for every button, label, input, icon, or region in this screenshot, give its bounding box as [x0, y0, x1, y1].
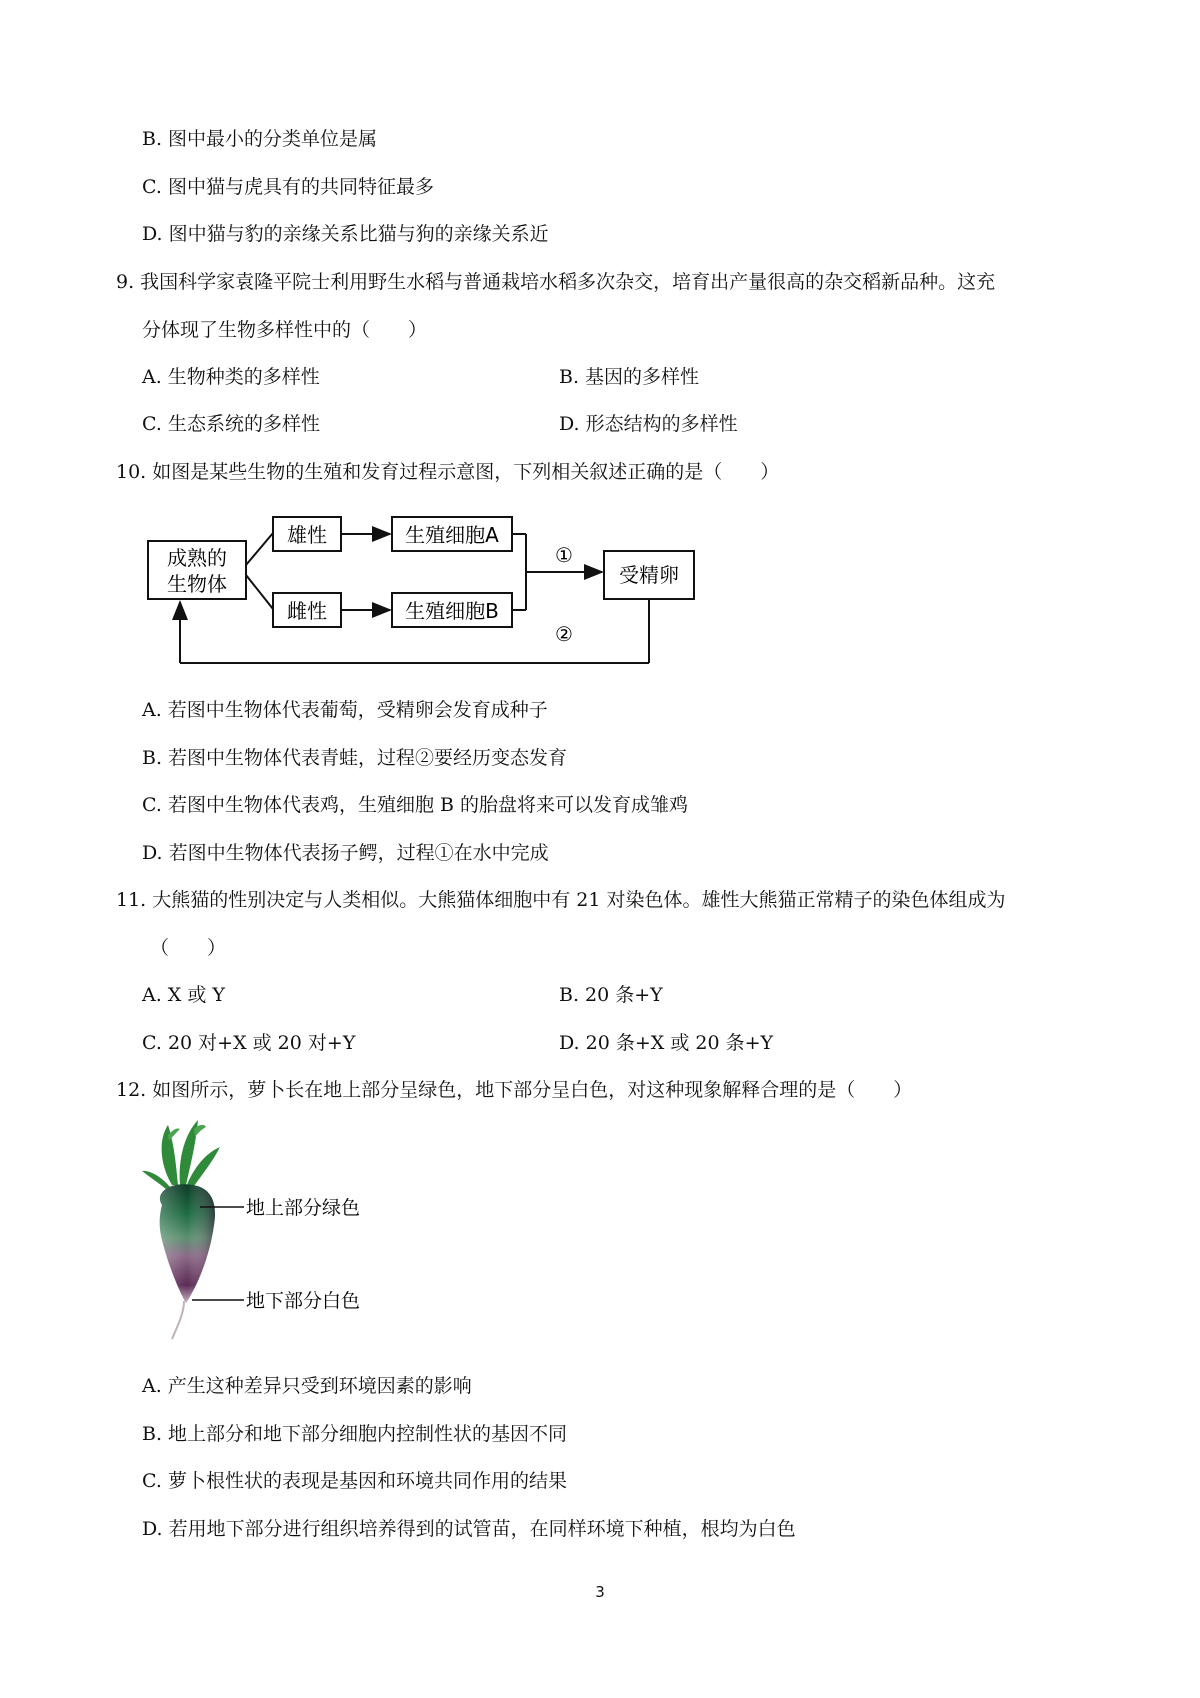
q10-stem: 10. 如图是某些生物的生殖和发育过程示意图，下列相关叙述正确的是（ ） — [116, 461, 780, 483]
q12-stem: 12. 如图所示，萝卜长在地上部分呈绿色，地下部分呈白色，对这种现象解释合理的是（ ） — [116, 1079, 913, 1101]
step-2-label: ② — [555, 622, 573, 646]
radish-figure — [140, 1115, 420, 1355]
q9-stem-line2: 分体现了生物多样性中的（ ） — [142, 319, 428, 341]
radish-root-tail — [172, 1301, 184, 1339]
page-number: 3 — [595, 1583, 605, 1601]
q9-stem-line1: 9. 我国科学家袁隆平院士利用野生水稻与普通栽培水稻多次杂交，培育出产量很高的杂交稻新品种。这充 — [116, 271, 996, 293]
q8-option-c: C. 图中猫与虎具有的共同特征最多 — [142, 176, 434, 198]
q10-option-c: C. 若图中生物体代表鸡，生殖细胞 B 的胎盘将来可以发育成雏鸡 — [142, 794, 688, 816]
organism-label-line1: 成熟的 — [167, 546, 227, 570]
q9-option-b: B. 基因的多样性 — [559, 366, 700, 388]
male-label: 雄性 — [287, 523, 327, 547]
cell-b-label: 生殖细胞B — [405, 599, 499, 623]
q11-stem-line2: （ ） — [150, 937, 227, 959]
q12-option-b: B. 地上部分和地下部分细胞内控制性状的基因不同 — [142, 1423, 568, 1445]
label-below-ground-white: 地下部分白色 — [246, 1290, 361, 1312]
label-above-ground-green: 地上部分绿色 — [246, 1197, 361, 1219]
q12-option-d: D. 若用地下部分进行组织培养得到的试管苗，在同样环境下种植，根均为白色 — [142, 1518, 796, 1540]
q9-option-a: A. 生物种类的多样性 — [142, 366, 320, 388]
q11-option-a: A. X 或 Y — [142, 984, 225, 1006]
q11-option-c: C. 20 对+X 或 20 对+Y — [142, 1032, 356, 1054]
zygote-label: 受精卵 — [619, 563, 679, 587]
radish-leaves-icon — [142, 1120, 220, 1191]
q8-option-b: B. 图中最小的分类单位是属 — [142, 128, 378, 150]
q12-option-a: A. 产生这种差异只受到环境因素的影响 — [142, 1375, 472, 1397]
cell-a-label: 生殖细胞A — [405, 523, 499, 547]
q9-option-c: C. 生态系统的多样性 — [142, 413, 320, 435]
q12-option-c: C. 萝卜根性状的表现是基因和环境共同作用的结果 — [142, 1470, 567, 1492]
q9-option-d: D. 形态结构的多样性 — [559, 413, 738, 435]
q11-option-d: D. 20 条+X 或 20 条+Y — [559, 1032, 774, 1054]
q10-option-d: D. 若图中生物体代表扬子鳄，过程①在水中完成 — [142, 842, 549, 864]
reproduction-diagram — [140, 505, 720, 675]
q11-stem-line1: 11. 大熊猫的性别决定与人类相似。大熊猫体细胞中有 21 对染色体。雄性大熊猫正常精子的染色体组成为 — [116, 889, 1006, 911]
q10-option-a: A. 若图中生物体代表葡萄，受精卵会发育成种子 — [142, 699, 548, 721]
q10-option-b: B. 若图中生物体代表青蛙，过程②要经历变态发育 — [142, 747, 568, 769]
q11-option-b: B. 20 条+Y — [559, 984, 663, 1006]
q8-option-d: D. 图中猫与豹的亲缘关系比猫与狗的亲缘关系近 — [142, 223, 549, 245]
female-label: 雌性 — [287, 599, 327, 623]
step-1-label: ① — [555, 543, 573, 567]
organism-label-line2: 生物体 — [167, 572, 227, 596]
